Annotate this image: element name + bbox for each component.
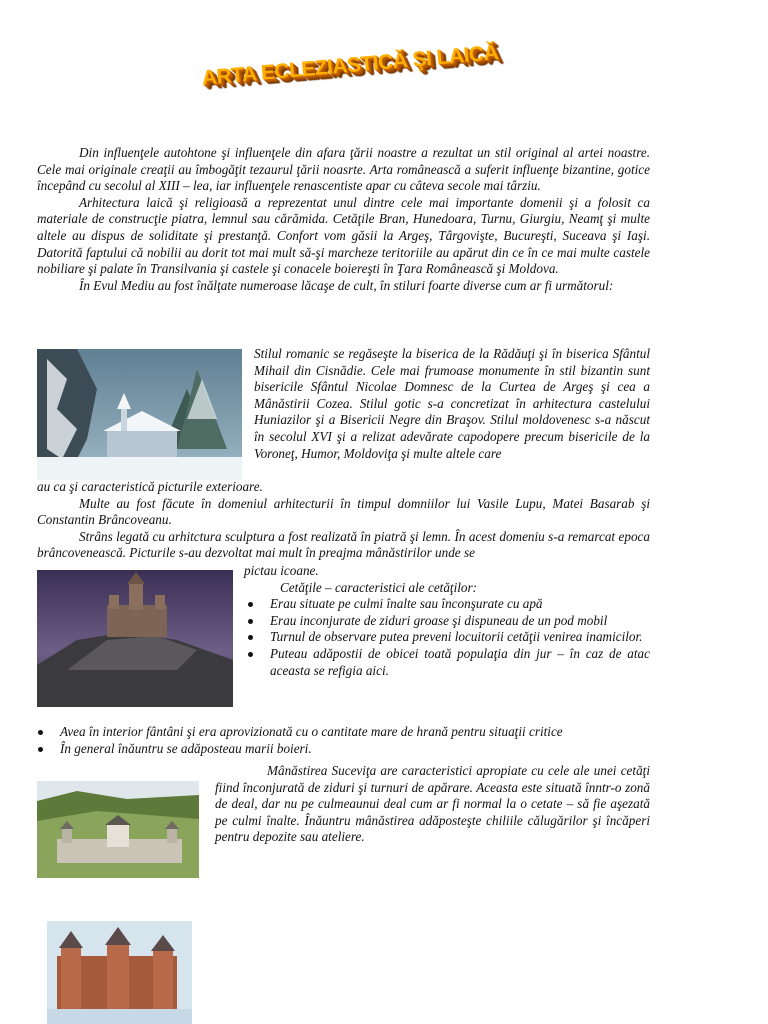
- monastery-image: [37, 781, 199, 878]
- paragraph-3: În Evul Mediu au fost înălţate numeroase lăcaşe de cult, în stiluri foarte diverse cum ar fi următorul:: [79, 277, 614, 293]
- fort-list: [244, 596, 650, 679]
- intro-block: [37, 145, 650, 294]
- fortress-image: [47, 921, 192, 1024]
- monastery-text: [215, 763, 650, 846]
- paragraph-4: Stilul romanic se regăseşte la biserica de la Rădăuţi şi în biserica Sfântul Mihail din Cisnădie. Cele mai frumoase monumente în stil bizantin sunt bisericile Sfântul Nicolae Domnesc de la Curtea de Argeş şi cea a Mânăstirii Cozea. Stilul gotic s-a concretizat în arhitectura castelului Huniazilor şi a Bisericii Negre din Braşov. Stilul moldovenesc s-a născut în secolul XVI şi a relizat adevărate capodopere precum bisericile de la Voroneţ, Humor, Moldoviţa şi multe altele care: [254, 346, 650, 461]
- paragraph-5: Multe au fost făcute în domeniul arhitecturii în timpul domniilor lui Vasile Lupu, Matei Basarab şi Constantin Brâncoveanu.: [37, 495, 650, 528]
- list-item: Turnul de observare putea preveni locuitorii cetăţii venirea inamicilor.: [244, 629, 650, 646]
- castle-image: [37, 570, 233, 707]
- fort-section: [244, 563, 650, 679]
- list-item: În general înăuntru se adăposteau marii boieri.: [34, 741, 650, 758]
- paragraph-7: Mânăstirea Suceviţa are caracteristici apropiate cu cele ale unei cetăţi fiind înconjurată de ziduri şi turnuri de apărare. Aceasta este situată înntr-o zonă de deal, dar nu pe culmeaunui deal cum ar fi normal la o cetate – să fie aşezată pe culmi înalte. Înăuntru mânăstirea adăposteşte chiliile călugărilor şi încăperi pentru depozite sau ateliere.: [215, 763, 650, 845]
- document-title: ARTA ECLEZIASTICĂ ŞI LAICĂ: [200, 41, 500, 90]
- list-item: Erau inconjurate de ziduri groase şi dispuneau de un pod mobil: [244, 613, 650, 630]
- middle-block: [37, 479, 650, 562]
- list-item: Erau situate pe culmi înalte sau înconşurate cu apă: [244, 596, 650, 613]
- paragraph-6: Strâns legată cu arhitctura sculptura a fost realizată în piatră şi lemn. În acest domeniu s-a remarcat epoca brâncovenească. Picturile s-au dezvoltat mai mult în preajma mânăstirilor unde se: [37, 528, 650, 561]
- paragraph-1: Din influenţele autohtone şi influenţele din afara ţării noastre a rezultat un stil original al artei noastre. Cele mai originale creaţii au îmbogăţit tezaurul ţării noasrte. Arta românească a suferit influenţe bizantine, gotice începând cu secolul al XIII – lea, iar influenţele renascentiste apar cu câteva secole mai târziu.: [37, 145, 650, 194]
- paragraph-4-end: au ca şi caracteristică picturile exterioare.: [37, 479, 263, 494]
- paragraph-6-end: pictau icoane.: [244, 563, 319, 578]
- list-item: Avea în interior fântâni şi era aprovizionată cu o cantitate mare de hrană pentru situaţii critice: [34, 724, 650, 741]
- winter-church-image: [37, 349, 242, 480]
- list-item: Puteau adăpostii de obicei toată populaţia din jur – în caz de atac aceasta se refigia aici.: [244, 646, 650, 679]
- fort-heading: Cetăţile – caracteristici ale cetăţilor:: [280, 579, 478, 595]
- fort-list-cont: [34, 724, 650, 757]
- paragraph-2: Arhitectura laică şi religioasă a reprezentat unul dintre cele mai importante domenii şi a folosit ca materiale de construcţie piatra, lemnul sau cărămida. Cetăţile Bran, Hunedoara, Turnu, Giurgiu, Neamţ şi multe altele au dispus de soliditate şi prestanţă. Confort vom găsii la Argeş, Târgovişte, Bucureşti, Suceava şi Iaşi. Datorită faptului că nobilii au dorit tot mai mult să-şi marcheze teritoriile au apărut din ce în ce mai multe castele nobiliare şi palate în Transilvania şi castele şi conacele boiereşti în Ţara Românească şi Moldova.: [37, 194, 650, 277]
- styles-text: [254, 346, 650, 462]
